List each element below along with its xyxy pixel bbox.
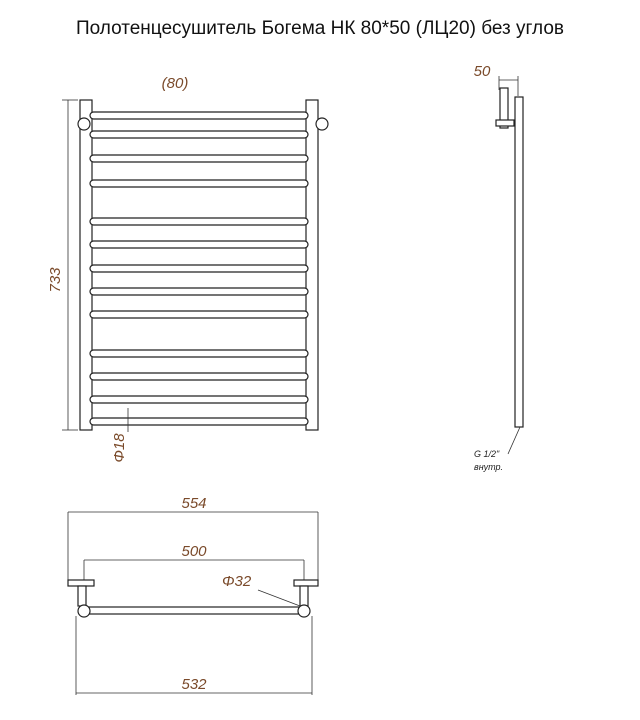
side-mount-pipe — [496, 120, 514, 126]
left-pipe-end — [78, 605, 90, 617]
center-distance-label: 500 — [181, 543, 207, 560]
thread-leader — [508, 427, 520, 454]
top-spacing-label: (80) — [161, 75, 189, 92]
towel-bar — [90, 350, 308, 357]
right-pipe-end — [298, 605, 310, 617]
towel-bar — [90, 396, 308, 403]
towel-bar — [90, 218, 308, 225]
top-view — [68, 495, 318, 695]
thread-label: G 1/2" — [474, 449, 500, 459]
towel-bar — [90, 155, 308, 162]
towel-bar — [90, 265, 308, 272]
thread-note: внутр. — [474, 462, 504, 472]
left-vertical-post — [80, 100, 92, 430]
towel-bar — [90, 241, 308, 248]
drawing-title: Полотенцесушитель Богема НК 80*50 (ЛЦ20) без углов — [76, 18, 564, 39]
towel-bar — [90, 373, 308, 380]
bar-diameter-label: Φ18 — [111, 433, 128, 463]
towel-bar — [90, 288, 308, 295]
right-connector — [300, 586, 308, 606]
side-post — [515, 97, 523, 427]
towel-bar — [90, 311, 308, 318]
right-wall-mount — [316, 118, 328, 130]
left-wall-mount — [78, 118, 90, 130]
top-view-rail — [84, 607, 304, 614]
towel-bar — [90, 180, 308, 187]
right-vertical-post — [306, 100, 318, 430]
height-label: 733 — [47, 267, 64, 293]
right-wall-plate — [294, 580, 318, 586]
bottom-width-label: 532 — [181, 676, 207, 693]
towel-bar — [90, 112, 308, 119]
towel-bar — [90, 418, 308, 425]
pipe-diameter-leader — [258, 590, 300, 606]
total-width-label: 554 — [181, 495, 207, 512]
side-view — [474, 63, 523, 472]
left-wall-plate — [68, 580, 94, 586]
pipe-diameter-label: Φ32 — [222, 573, 252, 590]
depth-label: 50 — [473, 63, 491, 80]
towel-bars — [90, 112, 308, 425]
towel-bar — [90, 131, 308, 138]
front-view — [47, 75, 328, 463]
left-connector — [78, 586, 86, 606]
